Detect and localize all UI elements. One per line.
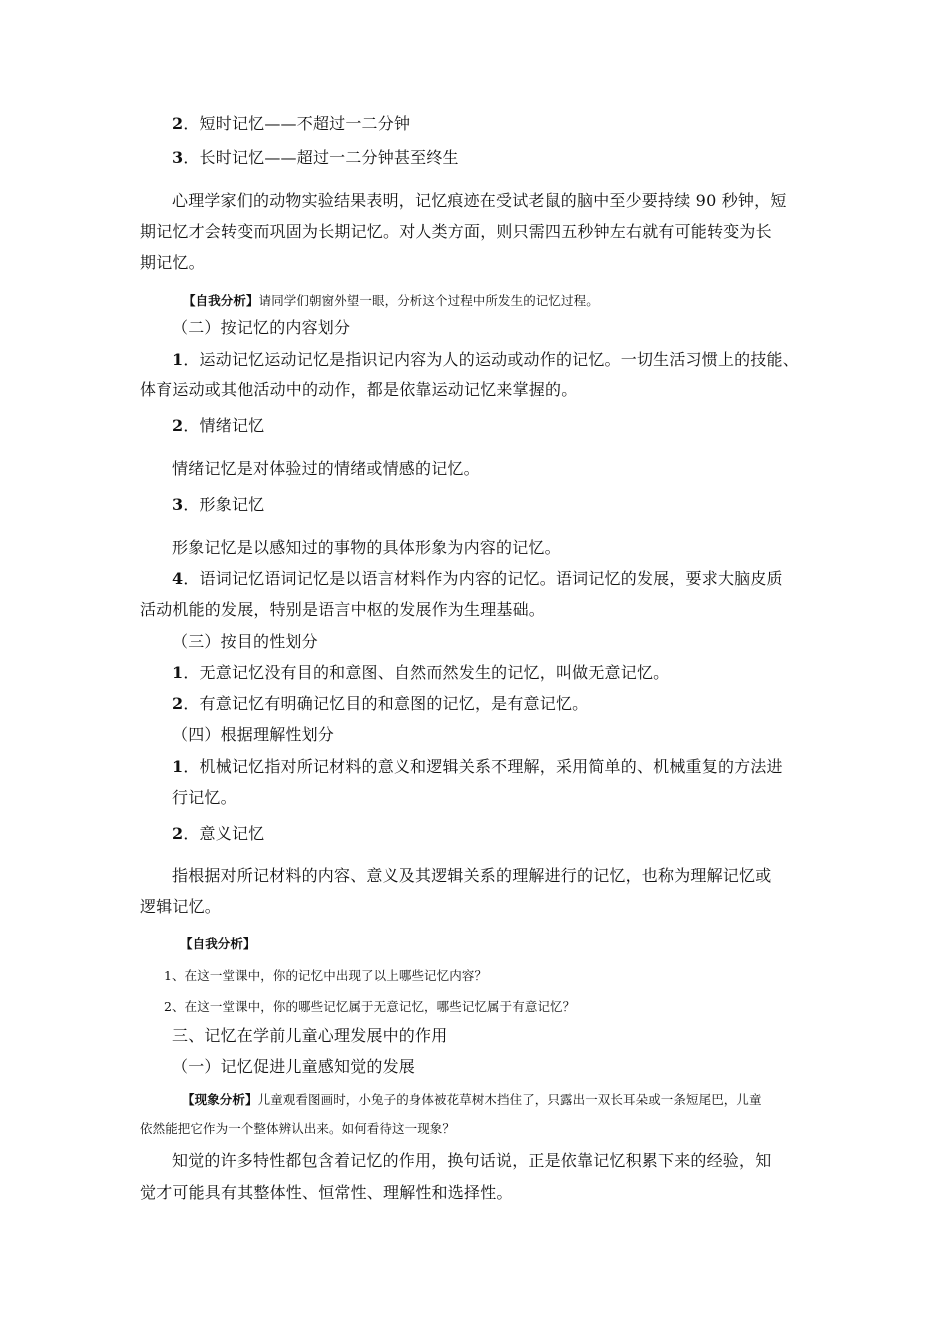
question-item: 2、在这一堂课中，你的哪些记忆属于无意记忆，哪些记忆属于有意记忆？: [164, 999, 576, 1014]
list-item-intentional: [172, 693, 588, 715]
paragraph-line: 逻辑记忆。: [140, 897, 222, 916]
note-text: 请同学们朝窗外望一眼，分析这个过程中所发生的记忆过程。: [258, 293, 599, 308]
item-number: 2: [172, 694, 184, 713]
item-text: ．形象记忆: [183, 495, 265, 514]
item-number: 1: [172, 663, 184, 682]
paragraph-line: 体育运动或其他活动中的动作，都是依靠运动记忆来掌握的。: [140, 380, 578, 399]
paragraph-line: 指根据对所记材料的内容、意义及其逻辑关系的理解进行的记忆，也称为理解记忆或: [172, 866, 772, 885]
list-item-image: [172, 494, 264, 516]
item-text: ．无意记忆没有目的和意图、自然而然发生的记忆，叫做无意记忆。: [183, 663, 670, 682]
section-heading: （二）按记忆的内容划分: [172, 318, 351, 337]
paragraph-line: 觉才可能具有其整体性、恒常性、理解性和选择性。: [140, 1183, 513, 1202]
item-text: ．有意记忆有明确记忆目的和意图的记忆，是有意记忆。: [183, 694, 589, 713]
item-number: 3: [172, 148, 184, 167]
note-text: 儿童观看图画时，小兔子的身体被花草树木挡住了，只露出一双长耳朵或一条短尾巴，儿童: [257, 1092, 762, 1107]
item-text: ．长时记忆——超过一二分钟甚至终生: [183, 148, 459, 167]
item-number: 3: [172, 495, 184, 514]
note-tag: 【现象分析】: [182, 1092, 258, 1107]
list-item-long-term: [172, 147, 459, 169]
section-heading: （三）按目的性划分: [172, 632, 318, 651]
self-analysis-heading: 【自我分析】: [180, 936, 256, 951]
question-item: 1、在这一堂课中，你的记忆中出现了以上哪些记忆内容？: [164, 968, 488, 983]
subsection-heading: （一）记忆促进儿童感知觉的发展: [172, 1057, 416, 1076]
phenomenon-analysis: [182, 1091, 762, 1109]
list-item-short-term: [172, 113, 410, 135]
list-item-meaning: [172, 823, 264, 845]
paragraph-line: 情绪记忆是对体验过的情绪或情感的记忆。: [172, 459, 480, 478]
paragraph-line: 期记忆才会转变而巩固为长期记忆。对人类方面，则只需四五秒钟左右就有可能转变为长: [140, 222, 772, 241]
paragraph-line: 知觉的许多特性都包含着记忆的作用，换句话说，正是依靠记忆积累下来的经验，知: [172, 1151, 772, 1170]
paragraph-line: 活动机能的发展，特别是语言中枢的发展作为生理基础。: [140, 600, 546, 619]
self-analysis-note: [183, 292, 599, 310]
paragraph-line: 依然能把它作为一个整体辨认出来。如何看待这一现象？: [140, 1121, 456, 1136]
item-text: ．运动记忆运动记忆是指识记内容为人的运动或动作的记忆。一切生活习惯上的技能、: [183, 350, 799, 369]
list-item-emotion: [172, 415, 264, 437]
item-number: 1: [172, 350, 184, 369]
item-text: ．机械记忆指对所记材料的意义和逻辑关系不理解，采用简单的、机械重复的方法进: [183, 757, 783, 776]
paragraph-line: 行记忆。: [172, 788, 237, 807]
paragraph-line: 心理学家们的动物实验结果表明，记忆痕迹在受试老鼠的脑中至少要持续 90 秒钟，短: [172, 191, 787, 210]
list-item-rote: [172, 756, 783, 778]
note-tag: 【自我分析】: [183, 293, 259, 308]
section-heading: 三、记忆在学前儿童心理发展中的作用: [172, 1026, 448, 1045]
section-heading: （四）根据理解性划分: [172, 725, 335, 744]
item-text: ．短时记忆——不超过一二分钟: [183, 114, 411, 133]
list-item-unintentional: [172, 662, 669, 684]
item-text: ．语词记忆语词记忆是以语言材料作为内容的记忆。语词记忆的发展，要求大脑皮质: [183, 569, 783, 588]
item-text: ．情绪记忆: [183, 416, 265, 435]
item-number: 4: [172, 569, 184, 588]
item-number: 2: [172, 416, 184, 435]
item-number: 1: [172, 757, 184, 776]
item-text: ．意义记忆: [183, 824, 265, 843]
item-number: 2: [172, 114, 184, 133]
list-item-verbal: [172, 568, 783, 590]
item-number: 2: [172, 824, 184, 843]
list-item-motor: [172, 349, 799, 371]
paragraph-line: 期记忆。: [140, 253, 205, 272]
paragraph-line: 形象记忆是以感知过的事物的具体形象为内容的记忆。: [172, 538, 561, 557]
